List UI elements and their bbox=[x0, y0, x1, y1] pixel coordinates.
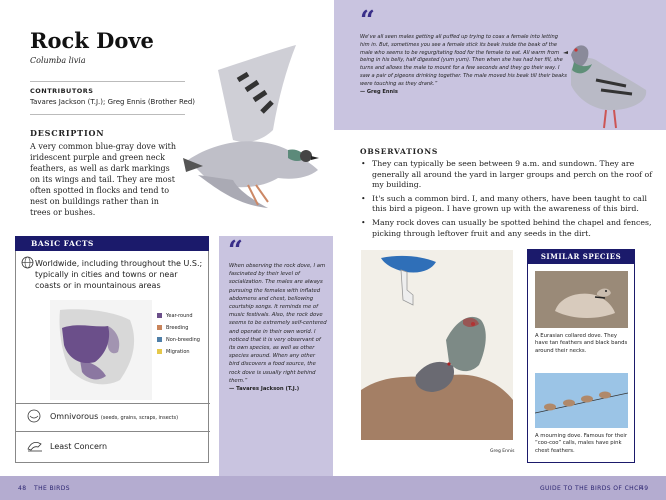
legend-migration: Migration bbox=[157, 346, 200, 358]
quote-mark-icon: “ bbox=[360, 6, 375, 36]
observations-list bbox=[360, 159, 656, 242]
divider bbox=[16, 403, 210, 404]
page-footer bbox=[0, 476, 666, 500]
sketch-credit: Greg Ennis bbox=[490, 449, 515, 454]
page-number-left: 48 bbox=[18, 485, 27, 492]
list-item: • It's such a common bird. I, and many others, have been taught to call this bird a pigeon. I have grown up with the awareness of this bird. bbox=[360, 194, 656, 215]
divider bbox=[16, 431, 210, 432]
quote-left-author: — Tavares Jackson (T.J.) bbox=[229, 386, 300, 393]
footer-section: THE BIRDS bbox=[34, 485, 70, 492]
pigeon-sketch-image bbox=[361, 250, 513, 440]
flying-rock-dove-image bbox=[178, 40, 328, 210]
quote-left-text: When observing the rock dove, I am fascinated by their level of socialization. The males are always pursuing the females with inflated abdomens and chest, bellowing courtship songs. It reminds me of music festivals. Also, the rock dove seems to be extremely self-centered and operate in their own world. I noticed that it is very observant of its own species, as well as other species around. When any other bird discovers a food source, the rock dove is usually right behind them.” — Tavares Jackson (T.J.) bbox=[229, 263, 327, 393]
basic-facts-header: BASIC FACTS bbox=[15, 236, 209, 251]
food-bowl-icon bbox=[26, 409, 42, 423]
similar-species-caption: A Eurasian collared dove. They have tan feathers and black bands around their necks. bbox=[535, 333, 628, 354]
similar-species-header: SIMILAR SPECIES bbox=[527, 249, 635, 264]
legend-year-round: Year-round bbox=[157, 310, 200, 322]
legend-breeding: Breeding bbox=[157, 322, 200, 334]
quote-mark-icon: “ bbox=[228, 236, 243, 266]
contributors-heading: CONTRIBUTORS bbox=[30, 87, 94, 95]
range-map bbox=[50, 300, 152, 400]
page-number-right: 49 bbox=[640, 485, 649, 492]
standing-rock-dove-image bbox=[556, 30, 656, 135]
list-item: • They can typically be seen between 9 a.m. and sundown. They are generally all around the yard in larger groups and perch on the roof of my building. bbox=[360, 159, 656, 191]
eurasian-collared-dove-image bbox=[535, 271, 628, 328]
page-title: Rock Dove bbox=[30, 28, 154, 53]
similar-species-caption: A mourning dove. Famous for their “coo-coo” calls, males have pink chest feathers. bbox=[535, 433, 628, 454]
range-text: Worldwide, including throughout the U.S.; typically in cities and towns or near coasts or in mountainous areas bbox=[35, 259, 203, 290]
map-legend bbox=[157, 310, 200, 358]
observations-heading: OBSERVATIONS bbox=[360, 147, 439, 156]
quote-top-author: — Greg Ennis bbox=[360, 88, 398, 95]
legend-non-breeding: Non-breeding bbox=[157, 334, 200, 346]
globe-icon bbox=[21, 256, 34, 269]
divider bbox=[30, 114, 185, 115]
contributors-text: Tavares Jackson (T.J.); Greg Ennis (Brother Red) bbox=[30, 98, 195, 106]
divider bbox=[30, 81, 185, 82]
scientific-name: Columba livia bbox=[30, 56, 86, 65]
conservation-status-text: Least Concern bbox=[50, 442, 108, 451]
diet-text: Omnivorous (seeds, grains, scraps, insects) bbox=[50, 412, 179, 421]
list-item: • Many rock doves can usually be spotted behind the chapel and fences, picking through leftover fruit and any seeds in the dirt. bbox=[360, 218, 656, 239]
conservation-status-icon bbox=[26, 439, 44, 453]
quote-top-text: We've all seen males getting all puffed up trying to coax a female into letting him in. But, sometimes you see a female stick its beak inside the beak of the male who seems to be regurgitating food for the female to eat. All warm from being in his belly, half digested (yum yum). Then when she has had her fill, she turns and allows the male to mount for a few seconds and they go their way. I saw a pair of pigeons drinking together. The male moved his beak till their beaks were touching as they drank.” — Greg Ennis bbox=[360, 34, 567, 95]
footer-book-title: GUIDE TO THE BIRDS OF CHCF bbox=[540, 485, 643, 492]
mourning-dove-image bbox=[535, 373, 628, 428]
description-heading: DESCRIPTION bbox=[30, 128, 105, 138]
description-text: A very common blue-gray dove with iridescent purple and green neck feathers, as well as dark markings on its wings and tail. They are most often spotted in flocks and tend to nest on buildings rather than in trees or bushes. bbox=[30, 142, 176, 217]
